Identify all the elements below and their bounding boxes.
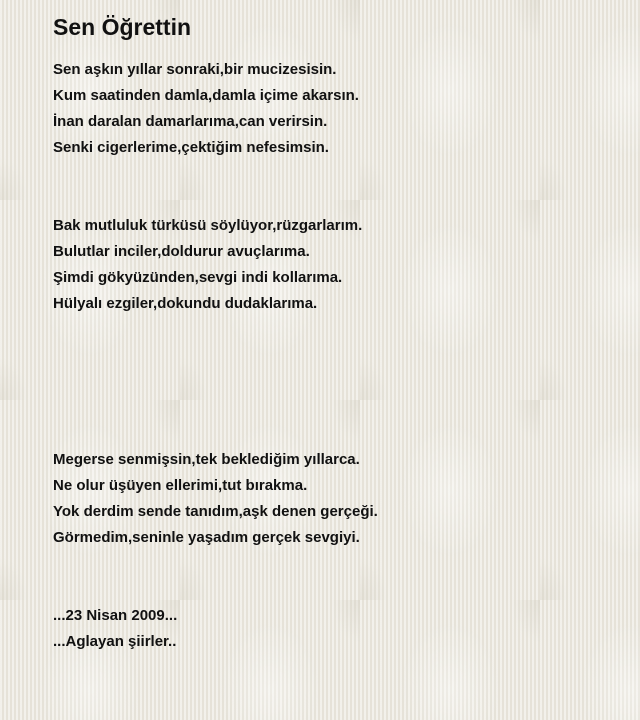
poem-line: Hülyalı ezgiler,dokundu dudaklarıma. xyxy=(53,295,318,312)
poem-line: Megerse senmişsin,tek beklediğim yıllarca. xyxy=(53,451,360,468)
poem-line: Ne olur üşüyen ellerimi,tut bırakma. xyxy=(53,477,308,494)
poem-line: Yok derdim sende tanıdım,aşk denen gerçeği. xyxy=(53,503,378,520)
poem-signature: ...Aglayan şiirler.. xyxy=(53,633,177,650)
poem-line: Bulutlar inciler,doldurur avuçlarıma. xyxy=(53,243,310,260)
poem-line: Senki cigerlerime,çektiğim nefesimsin. xyxy=(53,139,329,156)
stanza-1 xyxy=(53,57,613,161)
poem-line: Görmedim,seninle yaşadım gerçek sevgiyi. xyxy=(53,529,360,546)
poem-container xyxy=(53,12,613,655)
stanza-3 xyxy=(53,447,613,551)
stanza-spacer xyxy=(53,551,613,603)
poem-line: İnan daralan damarlarıma,can verirsin. xyxy=(53,113,328,130)
poem-footer xyxy=(53,603,613,655)
poem-date: ...23 Nisan 2009... xyxy=(53,607,178,624)
poem-line: Bak mutluluk türküsü söylüyor,rüzgarlarım. xyxy=(53,217,363,234)
stanza-spacer xyxy=(53,317,613,447)
poem-line: Sen aşkın yıllar sonraki,bir mucizesisin. xyxy=(53,61,337,78)
poem-line: Kum saatinden damla,damla içime akarsın. xyxy=(53,87,359,104)
poem-title: Sen Öğrettin xyxy=(53,14,192,40)
poem-line: Şimdi gökyüzünden,sevgi indi kollarıma. xyxy=(53,269,343,286)
stanza-spacer xyxy=(53,161,613,213)
stanza-2 xyxy=(53,213,613,317)
